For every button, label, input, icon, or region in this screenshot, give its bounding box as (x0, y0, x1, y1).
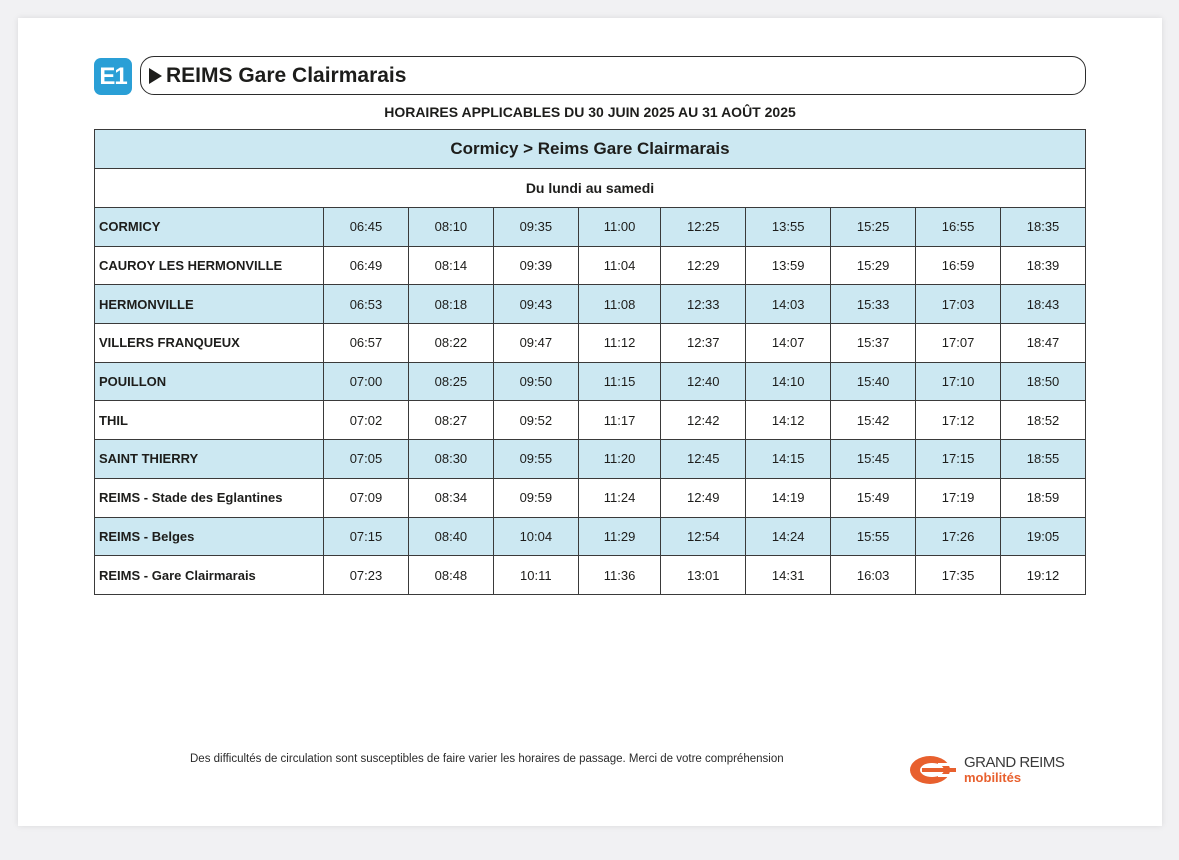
departure-time: 11:29 (578, 517, 660, 556)
departure-time: 09:43 (493, 285, 578, 324)
departure-time: 11:12 (578, 324, 660, 363)
departure-time: 18:43 (1001, 285, 1086, 324)
departure-time: 12:49 (661, 478, 746, 517)
departure-time: 09:50 (493, 362, 578, 401)
departure-time: 09:59 (493, 478, 578, 517)
departure-time: 14:31 (746, 556, 831, 595)
departure-time: 18:50 (1001, 362, 1086, 401)
departure-time: 06:45 (324, 208, 409, 247)
stop-name: THIL (95, 401, 324, 440)
departure-time: 07:09 (324, 478, 409, 517)
line-badge: E1 (94, 58, 132, 95)
stop-name: REIMS - Belges (95, 517, 324, 556)
departure-time: 10:04 (493, 517, 578, 556)
departure-time: 08:27 (408, 401, 493, 440)
table-row (95, 440, 1086, 479)
departure-time: 08:40 (408, 517, 493, 556)
departure-time: 17:03 (916, 285, 1001, 324)
logo-main-text: GRAND REIMS (964, 754, 1065, 771)
departure-time: 11:20 (578, 440, 660, 479)
departure-time: 17:35 (916, 556, 1001, 595)
departure-time: 16:55 (916, 208, 1001, 247)
departure-time: 07:02 (324, 401, 409, 440)
departure-time: 14:10 (746, 362, 831, 401)
stop-name: REIMS - Gare Clairmarais (95, 556, 324, 595)
departure-time: 11:04 (578, 246, 660, 285)
departure-time: 07:05 (324, 440, 409, 479)
departure-time: 13:55 (746, 208, 831, 247)
stop-name: CORMICY (95, 208, 324, 247)
stop-name: CAUROY LES HERMONVILLE (95, 246, 324, 285)
departure-time: 14:24 (746, 517, 831, 556)
departure-time: 19:12 (1001, 556, 1086, 595)
departure-time: 14:19 (746, 478, 831, 517)
departure-time: 15:29 (831, 246, 916, 285)
timetable-sheet (18, 18, 1162, 826)
play-triangle-icon (149, 68, 162, 84)
grand-reims-logo-icon (908, 754, 960, 786)
departure-time: 14:12 (746, 401, 831, 440)
departure-time: 06:53 (324, 285, 409, 324)
departure-time: 08:34 (408, 478, 493, 517)
stop-name: POUILLON (95, 362, 324, 401)
departure-time: 18:59 (1001, 478, 1086, 517)
departure-time: 12:54 (661, 517, 746, 556)
departure-time: 09:35 (493, 208, 578, 247)
timetable-body (95, 208, 1086, 595)
departure-time: 11:15 (578, 362, 660, 401)
departure-time: 07:23 (324, 556, 409, 595)
departure-time: 09:47 (493, 324, 578, 363)
departure-time: 17:07 (916, 324, 1001, 363)
departure-time: 17:19 (916, 478, 1001, 517)
departure-time: 15:55 (831, 517, 916, 556)
departure-time: 18:52 (1001, 401, 1086, 440)
stop-name: REIMS - Stade des Eglantines (95, 478, 324, 517)
table-row (95, 246, 1086, 285)
departure-time: 18:39 (1001, 246, 1086, 285)
departure-time: 18:55 (1001, 440, 1086, 479)
departure-time: 17:26 (916, 517, 1001, 556)
departure-time: 12:29 (661, 246, 746, 285)
departure-time: 15:42 (831, 401, 916, 440)
departure-time: 14:07 (746, 324, 831, 363)
departure-time: 12:25 (661, 208, 746, 247)
table-row (95, 208, 1086, 247)
departure-time: 13:59 (746, 246, 831, 285)
page-title: REIMS Gare Clairmarais (166, 63, 407, 87)
days-header: Du lundi au samedi (95, 169, 1086, 208)
timetable (94, 129, 1086, 595)
departure-time: 14:15 (746, 440, 831, 479)
departure-time: 12:33 (661, 285, 746, 324)
departure-time: 16:59 (916, 246, 1001, 285)
stop-name: SAINT THIERRY (95, 440, 324, 479)
table-row (95, 362, 1086, 401)
departure-time: 10:11 (493, 556, 578, 595)
departure-time: 09:55 (493, 440, 578, 479)
title-box (140, 56, 1086, 95)
logo-sub-text: mobilités (964, 770, 1022, 785)
departure-time: 14:03 (746, 285, 831, 324)
departure-time: 12:45 (661, 440, 746, 479)
table-row (95, 517, 1086, 556)
table-row (95, 401, 1086, 440)
table-row (95, 556, 1086, 595)
departure-time: 11:24 (578, 478, 660, 517)
departure-time: 15:33 (831, 285, 916, 324)
stop-name: VILLERS FRANQUEUX (95, 324, 324, 363)
departure-time: 08:48 (408, 556, 493, 595)
departure-time: 08:10 (408, 208, 493, 247)
departure-time: 09:52 (493, 401, 578, 440)
departure-time: 15:49 (831, 478, 916, 517)
departure-time: 08:14 (408, 246, 493, 285)
departure-time: 08:30 (408, 440, 493, 479)
table-row (95, 324, 1086, 363)
departure-time: 11:00 (578, 208, 660, 247)
departure-time: 18:35 (1001, 208, 1086, 247)
direction-header: Cormicy > Reims Gare Clairmarais (95, 130, 1086, 169)
departure-time: 06:57 (324, 324, 409, 363)
departure-time: 15:40 (831, 362, 916, 401)
departure-time: 07:15 (324, 517, 409, 556)
validity-period: HORAIRES APPLICABLES DU 30 JUIN 2025 AU 31 AOÛT 2025 (384, 104, 796, 120)
departure-time: 15:45 (831, 440, 916, 479)
departure-time: 07:00 (324, 362, 409, 401)
departure-time: 15:37 (831, 324, 916, 363)
departure-time: 06:49 (324, 246, 409, 285)
departure-time: 11:36 (578, 556, 660, 595)
departure-time: 17:12 (916, 401, 1001, 440)
departure-time: 11:08 (578, 285, 660, 324)
departure-time: 15:25 (831, 208, 916, 247)
departure-time: 17:10 (916, 362, 1001, 401)
departure-time: 18:47 (1001, 324, 1086, 363)
departure-time: 11:17 (578, 401, 660, 440)
departure-time: 08:18 (408, 285, 493, 324)
departure-time: 08:25 (408, 362, 493, 401)
departure-time: 16:03 (831, 556, 916, 595)
footer-note: Des difficultés de circulation sont susceptibles de faire varier les horaires de passage. Merci de votre compréhension (190, 753, 784, 765)
grand-reims-logo (908, 754, 1064, 786)
departure-time: 08:22 (408, 324, 493, 363)
departure-time: 09:39 (493, 246, 578, 285)
table-row (95, 285, 1086, 324)
stop-name: HERMONVILLE (95, 285, 324, 324)
departure-time: 12:40 (661, 362, 746, 401)
departure-time: 12:42 (661, 401, 746, 440)
departure-time: 13:01 (661, 556, 746, 595)
departure-time: 17:15 (916, 440, 1001, 479)
departure-time: 12:37 (661, 324, 746, 363)
table-row (95, 478, 1086, 517)
departure-time: 19:05 (1001, 517, 1086, 556)
